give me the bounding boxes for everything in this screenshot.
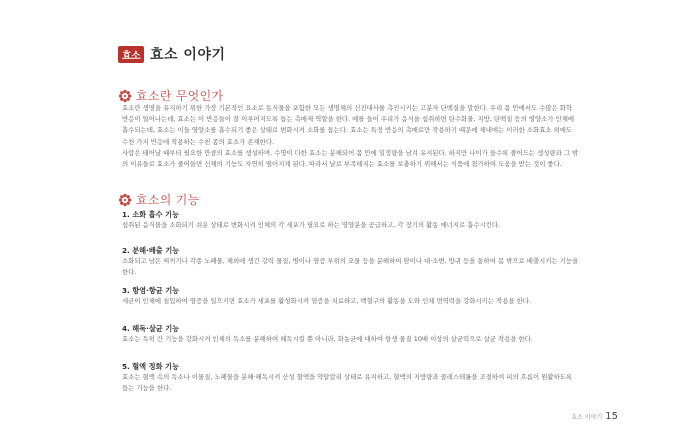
section-heading-enzyme-functions bbox=[118, 191, 200, 208]
function-heading: 5. 혈액 정화 기능 bbox=[122, 362, 179, 371]
footer-label: 효소 이야기 bbox=[571, 414, 603, 421]
section1-body bbox=[122, 103, 580, 170]
function-heading: 3. 항염·항균 기능 bbox=[122, 286, 180, 295]
flower-icon bbox=[118, 89, 132, 103]
page-number: 15 bbox=[605, 411, 618, 422]
logo-badge: 효소 bbox=[118, 46, 144, 63]
function-text: 세균이 인체에 침입하여 염증을 일으키면 효소가 세포를 활성화시켜 염증을 치료하고, 백혈구의 활동을 도와 인체 면역력을 강화시키는 작용을 한다. bbox=[122, 297, 531, 305]
section-title: 효소의 기능 bbox=[136, 193, 200, 207]
section-heading-what-is-enzyme bbox=[118, 87, 223, 104]
function-text: 섭취된 음식물을 소화되기 쉬운 상태로 변화시켜 인체의 각 세포가 필요로 하는 영양분을 공급하고, 각 장기의 활동 에너지로 흡수시킨다. bbox=[122, 221, 501, 229]
function-heading: 4. 해독·살균 기능 bbox=[122, 324, 180, 333]
function-heading: 2. 분해·배출 기능 bbox=[122, 246, 180, 255]
page-title: 효소 이야기 bbox=[150, 47, 226, 63]
function-heading: 1. 소화 흡수 기능 bbox=[122, 210, 179, 219]
paragraph: 사람은 태어날 때부터 필요한 만큼의 효소를 생성하며, 수명이 다한 효소는 분해되어 몸 안에 일정량을 남겨 유지된다. 하지만 나이가 들수록 줄어드는 생성량과 그 밖의 이유들로 효소가 줄어들면 신체의 기능도 자연히 떨어지게 된다. 따라서 날로 부족해지는 효소를 보충하기 위해서는 식품에 첨가하여 도움을 받는 것이 좋다. bbox=[122, 148, 579, 169]
flower-icon bbox=[118, 193, 132, 207]
paragraph: 효소란 생명을 유지하기 위한 가장 기본적인 요소로 동식물을 포함한 모든 생명체의 신진대사를 촉진시키는 고분자 단백질을 말한다. 우리 몸 안에서도 수많은 화학 반응이 일어나는데, 효소는 이 반응들이 잘 이루어지도록 돕는 촉매제 역할을 한다. 예를 들어 우리가 음식을 섭취하면 탄수화물, 지방, 단백질 등의 영양소가 인체에 흡수되는데, 효소는 이들 영양소를 흡수되기 좋은 상태로 변화시켜 소화를 돕는다. 효소는 특정 반응의 촉매로만 작용하기 때문에 체내에는 이러한 소화효소 외에도 수천 가지 반응에 작용하는 수천 종의 효소가 존재한다. bbox=[122, 104, 575, 146]
function-text: 효소는 혈액 속의 독소나 이물질, 노폐물을 분해·해독시켜 산성 혈액을 약알칼리 상태로 유지하고, 혈액의 지방량과 콜레스테롤을 조절하여 피의 흐름이 원활하도록 돕는 기능을 한다. bbox=[122, 373, 573, 393]
page-header bbox=[118, 44, 226, 64]
page-footer bbox=[571, 411, 618, 422]
section-title: 효소란 무엇인가 bbox=[136, 89, 224, 103]
function-text: 소화되고 남은 찌꺼기나 각종 노폐물, 체외에 생긴 강력 물질, 병이나 염증 부위의 오물 등을 분해하여 땀이나 대·소변, 방귀 등을 통하여 몸 밖으로 배출시키는 기능을 한다. bbox=[122, 257, 579, 277]
function-text: 효소는 독히 간 기능을 강화시켜 인체의 독소를 분해하여 해독시킬 뿐 아니라, 화농균에 대하여 항생 물질 10배 이상의 살균력으로 살균 작용을 한다. bbox=[122, 335, 533, 343]
